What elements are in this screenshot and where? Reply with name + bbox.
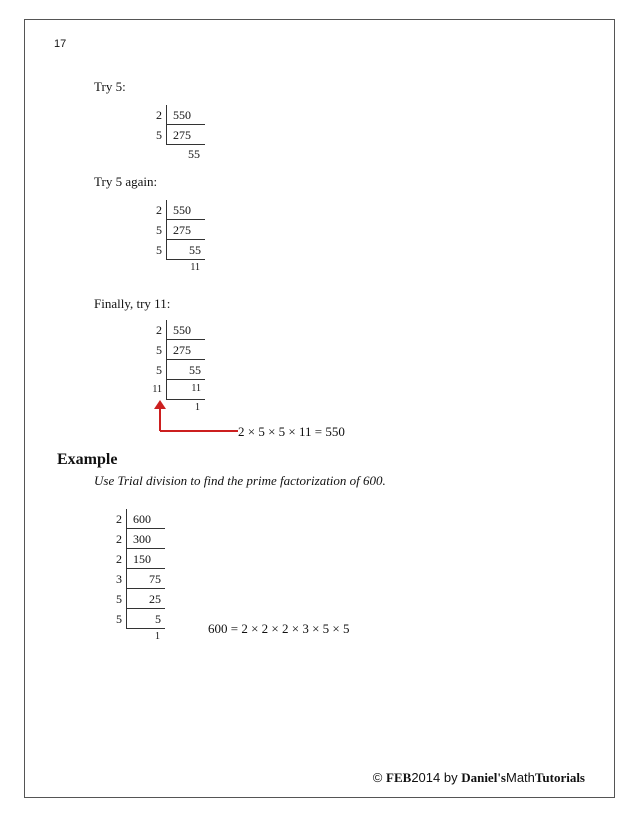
dividend: 5 xyxy=(155,612,161,626)
result-600: 600 = 2 × 2 × 2 × 3 × 5 × 5 xyxy=(208,621,350,636)
divisor: 2 xyxy=(116,532,122,546)
page-frame xyxy=(24,19,615,798)
dividend: 550 xyxy=(173,323,191,337)
page-number: 17 xyxy=(54,38,67,50)
dividend: 75 xyxy=(149,572,161,586)
remainder: 1 xyxy=(155,631,160,642)
dividend: 550 xyxy=(173,203,191,217)
dividend: 25 xyxy=(149,592,161,606)
divisor: 3 xyxy=(116,572,122,586)
dividend: 300 xyxy=(133,532,151,546)
footer-daniels: Daniel's xyxy=(461,770,506,785)
footer-copyright xyxy=(373,770,585,786)
divisor: 11 xyxy=(152,384,162,395)
quotient-cell xyxy=(166,200,205,220)
quotient-cell xyxy=(126,529,165,549)
step3-label: Finally, try 11: xyxy=(94,296,171,311)
quotient-cell xyxy=(166,340,205,360)
dividend: 150 xyxy=(133,552,151,566)
quotient-cell xyxy=(166,240,205,260)
divisor: 5 xyxy=(156,343,162,357)
dividend: 275 xyxy=(173,223,191,237)
copyright-symbol: © xyxy=(372,770,383,785)
quotient-cell xyxy=(166,220,205,240)
divisor: 5 xyxy=(156,363,162,377)
example-prompt: Use Trial division to find the prime factorization of 600. xyxy=(94,473,386,488)
quotient-cell xyxy=(166,360,205,380)
remainder: 55 xyxy=(188,147,200,161)
divisor: 2 xyxy=(156,203,162,217)
quotient-cell xyxy=(126,509,165,529)
quotient-cell xyxy=(126,589,165,609)
quotient-cell xyxy=(166,105,205,125)
divisor: 2 xyxy=(156,323,162,337)
dividend: 275 xyxy=(173,343,191,357)
dividend: 550 xyxy=(173,108,191,122)
remainder: 1 xyxy=(195,402,200,413)
quotient-cell xyxy=(126,549,165,569)
quotient-cell xyxy=(166,380,205,400)
quotient-cell xyxy=(126,569,165,589)
remainder: 11 xyxy=(190,262,200,273)
divisor: 5 xyxy=(116,592,122,606)
divisor: 5 xyxy=(116,612,122,626)
footer-year-by: 2014 by xyxy=(411,770,458,785)
dividend: 275 xyxy=(173,128,191,142)
divisor: 5 xyxy=(156,128,162,142)
step1-label: Try 5: xyxy=(94,79,126,94)
step2-label: Try 5 again: xyxy=(94,174,158,189)
footer-tutorials: Tutorials xyxy=(534,770,585,785)
dividend: 55 xyxy=(189,363,201,377)
result-550: 2 × 5 × 5 × 11 = 550 xyxy=(238,424,345,439)
dividend: 55 xyxy=(189,243,201,257)
quotient-cell xyxy=(166,125,205,145)
divisor: 2 xyxy=(156,108,162,122)
divisor: 2 xyxy=(116,552,122,566)
footer-feb: FEB xyxy=(386,770,412,785)
dividend: 11 xyxy=(191,383,201,394)
divisor: 5 xyxy=(156,243,162,257)
quotient-cell xyxy=(166,320,205,340)
divisor: 2 xyxy=(116,512,122,526)
red-arrow-icon xyxy=(150,398,240,438)
divisor: 5 xyxy=(156,223,162,237)
footer-math: Math xyxy=(506,770,535,785)
quotient-cell xyxy=(126,609,165,629)
dividend: 600 xyxy=(133,512,151,526)
example-heading: Example xyxy=(57,451,118,468)
